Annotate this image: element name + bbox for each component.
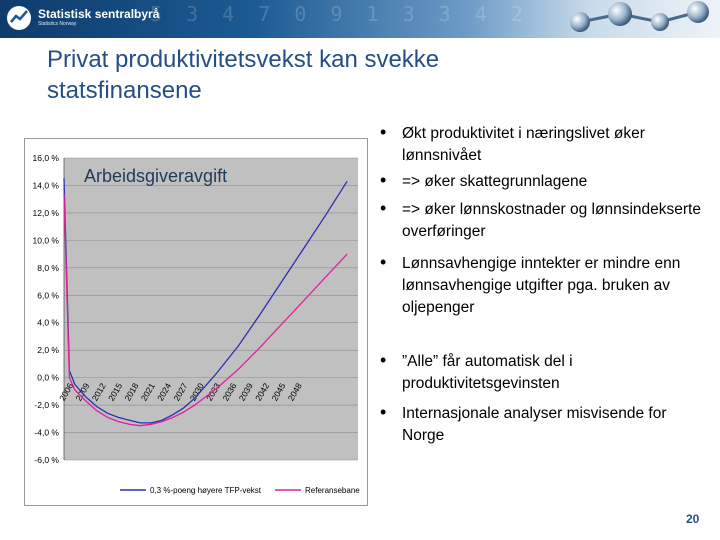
y-tick-label: 8,0 % <box>37 262 59 273</box>
chart-title: Arbeidsgiveravgift <box>84 166 228 186</box>
x-tick-label: 2015 <box>106 381 125 403</box>
y-tick-label: 14,0 % <box>32 180 59 191</box>
legend-label: 0,3 %-poeng høyere TFP-vekst <box>150 486 262 495</box>
bullet-list <box>376 123 706 447</box>
y-tick-label: 10,0 % <box>32 235 59 246</box>
x-tick-label: 2024 <box>155 381 174 403</box>
plot-area <box>64 158 358 460</box>
y-tick-label: -4,0 % <box>34 427 59 438</box>
molecule-decoration <box>560 0 720 38</box>
ssb-logo-icon <box>6 5 32 31</box>
ssb-logo <box>6 5 159 31</box>
x-tick-label: 2048 <box>285 381 304 403</box>
x-tick-label: 2042 <box>253 381 272 403</box>
bullet-international-analyses: • Internasjonale analyser misvisende for Norge <box>376 403 706 447</box>
y-tick-label: 6,0 % <box>37 290 59 301</box>
y-tick-label: 4,0 % <box>37 317 59 328</box>
y-tick-label: -2,0 % <box>34 400 59 411</box>
bullet-everyone-shares: • ”Alle” får automatisk del i produktivitetsgevinsten <box>376 351 706 395</box>
bullet-productivity: • Økt produktivitet i næringslivet øker lønnsnivået <box>376 123 706 167</box>
x-tick-label: 2033 <box>204 381 223 403</box>
x-tick-label: 2006 <box>57 381 76 403</box>
x-tick-label: 2045 <box>269 381 288 403</box>
x-tick-label: 2030 <box>187 381 206 403</box>
x-tick-label: 2021 <box>138 381 157 403</box>
logo-tagline: Statistics Norway <box>38 21 77 27</box>
page-number: 20 <box>686 512 700 526</box>
legend-label: Referansebane <box>305 486 360 495</box>
y-tick-label: 16,0 % <box>32 153 59 163</box>
x-tick-label: 2036 <box>220 381 239 403</box>
y-tick-label: 12,0 % <box>32 207 59 218</box>
y-tick-label: 0,0 % <box>37 372 59 383</box>
x-tick-label: 2009 <box>73 381 92 403</box>
bullet-oil-money: • Lønnsavhengige inntekter er mindre enn lønnsavhengige utgifter pga. bruken av oljepenger <box>376 253 706 319</box>
y-tick-label: 2,0 % <box>37 345 59 356</box>
logo-name: Statistisk sentralbyrå <box>38 7 160 21</box>
x-tick-label: 2018 <box>122 381 141 403</box>
line-chart <box>24 138 368 506</box>
slide-title: Privat produktivitetsvekst kan svekke statsfinansene <box>47 46 440 104</box>
bullet-tax-base: • => øker skattegrunnlagene <box>376 171 706 193</box>
x-tick-label: 2012 <box>89 381 108 403</box>
x-tick-label: 2039 <box>236 381 255 403</box>
header-banner <box>0 0 720 38</box>
x-tick-label: 2027 <box>171 381 190 403</box>
bullet-wage-costs: • => øker lønnskostnader og lønnsindekserte overføringer <box>376 199 706 243</box>
decor-digits: 5 3 4 7 0 9 1 3 3 4 2 <box>150 2 529 26</box>
y-tick-label: -6,0 % <box>34 455 59 465</box>
